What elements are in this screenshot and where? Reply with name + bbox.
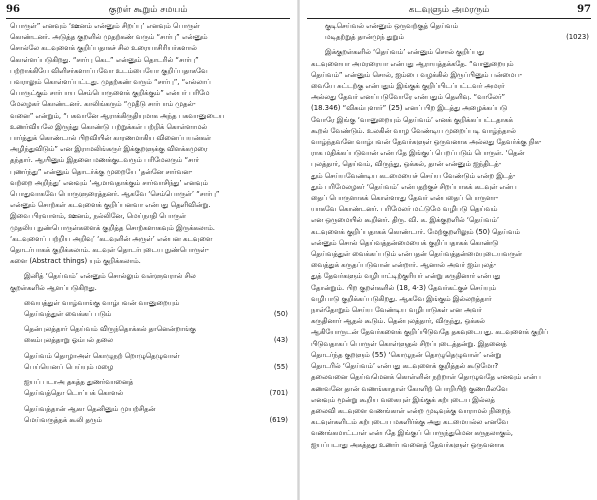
text-line: பொதுவாகவே பொருளுரைத்தனர். ஆகவே ‘செம்பொருள்’ “சார்பு”	[10, 190, 220, 199]
text-line: வழிபாடு குறிக்கப்படுகிறது. ஆகவே இங்கும் இல்லறத்தார்	[311, 294, 492, 303]
text-line: தொடர்பாகக் குறிக்கலாம். கடவுள் தொடர்புடைய நுண்பொருள்-	[10, 246, 209, 255]
text-line: தொடரில் ‘தெய்வம்’ என்பது கடவுளைக் குறித்தல் கூடுமோ?	[311, 362, 499, 371]
text-line: துத் தேவர்களும் வழிபாட்டிற்குரியர் என்று கருதினார் என்பது	[311, 272, 501, 281]
left-page-body	[0, 21, 296, 426]
couplet-line: தென்புலத்தார் தெய்வம் விருந்தொக்கல் தானென்றாங்கு	[24, 325, 196, 334]
text-line: கடவுளைக் குறிப்பதாகக் கொண்டார். மேற்குறளிலும் (50) தெய்வம்	[311, 227, 520, 236]
text-line: பொருள்” எனவும் ‘ஊனம் என்னும் சிறப்பு’ எனவும் பொருள்	[10, 22, 200, 30]
text-line: கணவனே தான் வணங்காதாள் கோளிற் பொறியிற் குணமிலவே	[311, 384, 508, 393]
right-page-body	[301, 21, 597, 451]
couplet-line: குடிசெய்வல் என்னும் ஒருவற்குத் தெய்வம்	[325, 22, 459, 30]
left-paragraph-2	[10, 271, 288, 293]
text-line: கொள்ளப்படுகிறது. “சார்பு கெட” என்னும் தொடரில் “சார்பு”	[10, 55, 199, 64]
couplet	[311, 21, 589, 43]
text-line: இனித் ‘தெய்வம்’ என்னும் சொல்லும் வள்ளுவரால் சில	[24, 272, 196, 281]
text-line: இவை பிரவாளம், ஊனம், நல்லினே, மெய்நாதி பொருள்	[10, 212, 186, 221]
text-line: மேலழகர் கொண்டனர். காலிங்கரும் “முதீடு சார்பாம் முதல்-	[10, 100, 196, 109]
couplet-reference: (619)	[269, 415, 288, 424]
couplet	[24, 377, 288, 399]
right-page	[301, 0, 597, 500]
couplet-line: தெய்வத்தொ டொப்பக் கொளல்	[24, 389, 124, 398]
text-line: என்னும் சொற்கள் கடவுளைக் குறிப்பனவா என்பது தெளிவின்று.	[10, 201, 211, 210]
text-line: வனை” என்றும், “பகவானே ஆராக்கிருதியுமாக அந்த பகவானுடைய	[10, 111, 225, 120]
couplet	[24, 404, 288, 426]
text-line: கூறல் வேண்டும். உலகின் வாழ வேண்டிய முறைப்படி வாழ்ந்தால்	[311, 126, 516, 135]
text-line: களை (Abstract things) யும் குறிக்கலாம்.	[10, 257, 141, 266]
text-line: பார்த்துக் கொண்டால் பிறவியின் காரணமாகிய வினைப்பயன்கள்	[10, 134, 212, 143]
text-line: வைத்துக் கருதப்படுவான் என்றார். ஆனால் அவர் ஐம்புலத்-	[311, 261, 497, 270]
text-line: நாள்தோறும் செய்ய வேண்டிய வழிபாடுகள் என அவர்	[311, 306, 482, 315]
text-line: கடவுளையா அமரரையா என்பது ஆராயத்தக்கதே. “வானுறையும்	[311, 59, 514, 68]
text-line: ராக மதிக்கப்படுவான் என்பதே இங்குப் பெறப்படும் பொருள். ‘தென்	[311, 149, 525, 158]
text-line: தலைவி கடவுளை வணங்காள் என்ற முடிவுக்கு வாராமல் நிறைந்	[311, 406, 511, 415]
text-line: கடவுள்களிடம் கற்புடைய மகளிர்க்கு அது கடமையல்ல எனவே	[311, 418, 508, 427]
text-line: குறள்களில் ஆளப்படுகிறது.	[10, 283, 97, 292]
text-line: இக்குறள்களில் ‘தெய்வம்’ என்னும் சொல் குறிப்பது	[325, 48, 485, 57]
text-line: வையே சுட்டற்கு என்பதும் இங்குக் குறிப்பிடப்பட்டவர் அமரர்	[311, 82, 505, 91]
couplet-reference: (43)	[273, 336, 288, 345]
text-line: அழிந்துவிடும்” என இராமலிங்கருர் இக்குறளுக்கு விளக்கமுரை	[10, 145, 208, 154]
text-line: எனவும் மூன்று கூறிய வகையுள் இங்குக் கற்புடைய இல்லத்	[311, 395, 495, 404]
text-line: தெய்வத்துள் வைக்கப்படும் என்பதன் தெய்வத்தன்மையுடையவருள்	[311, 250, 522, 259]
right-running-title: கடவுளும் அமரரும்	[408, 5, 490, 15]
text-line: புணர்ந்து” என்னும் தொடர்க்கு முறையே ‘தன்னே சார்வன-	[10, 167, 193, 176]
text-line: தைப் பொருளாகக் கொள்ளாது தேவர் என்பதைப் பொருளா-	[311, 194, 499, 203]
left-page	[0, 0, 296, 500]
text-line: வணங்கமாட்டாள் என்பதே இங்குப் பொருந்துமென கருதலாகும்,	[311, 429, 513, 438]
text-line: புலத்தார், தெய்வம், விருந்து, ஒக்கல், தான் என்னும் ஐந்திடத்-	[311, 160, 502, 169]
text-line: என ஒருமையில் கூறினர். திரு. வி. க. இக்குறளில் ‘தெய்வம்’	[311, 216, 500, 225]
couplet-reference: (1023)	[566, 33, 589, 41]
couplet-line: கைம்புலத்தாறு ஓம்பல் தலை	[24, 336, 113, 345]
left-header-rule	[6, 18, 290, 19]
right-page-header	[307, 2, 591, 18]
couplet	[24, 298, 288, 320]
right-header-rule	[307, 18, 591, 19]
text-line: வற்றை அறிந்து’ எனவும் ‘ஆமாவதாக்கும் சார்வாசிந்து’ எனவும்	[10, 178, 208, 187]
couplet-reference: (55)	[273, 362, 288, 371]
text-line: (18.346) “விசும்புளார்” (25) எனப் பிற இடத்து அழைக்கப்படு	[311, 104, 508, 113]
left-running-title: குறள் கூறும் சமயம்	[108, 5, 188, 15]
text-line: யாகவே கொண்டனர். பரிமேலர் மட்டுமே வழிபடு தெய்வம்	[311, 205, 498, 214]
couplet-line: வையத்துள் வாழ்வாங்கு வாழ்பவன் வானுறையும்	[24, 298, 180, 307]
text-line: தெய்வம்” என்னும் சொல், ஐம்பை வழக்கில் இருப்பினும் பன்மைப-	[311, 70, 523, 79]
couplet-line: மடிதற்றுத் தான்முந் துறும்	[325, 33, 404, 42]
text-line: சொல்லே கடவுளைக் குறிப்பதாகச் சில உரையாசிரியர்களால்	[10, 44, 197, 53]
text-line: தோன்றும். பிற குறள்களில் (18, 4·3) தேவர்கட்குச் செய்யும்	[311, 283, 497, 292]
text-line: ‘கடவுளைப் பற்றிய அறிவு’ ‘கடவுளின் அருள்’ என்பன கடவுளை	[10, 234, 213, 243]
couplet	[24, 351, 288, 373]
couplet-reference: (50)	[273, 309, 288, 318]
left-page-number: 96	[6, 4, 20, 15]
couplet	[24, 324, 288, 346]
text-line: தும் பரிமேலழகர் ‘தெய்வம்’ என்பதற்குச் சிறப்பாகக் கடவுள் என்ப	[311, 182, 517, 191]
text-line: தலைவனை தெய்வமெனக் கொள்ளின் நற்றாள் தொழுவதே எனவும் என்ப	[311, 373, 541, 382]
text-line: தொடர்ந்த குறளும் (55) ‘கொழுநன் தொழுதெழுவாள்’ என்று	[311, 350, 502, 359]
text-line: பிடுவதாகப் பொருள் கொள்ளுதல் சிறப்புடைத்தன்று. இதனைத்	[311, 339, 507, 348]
text-line: உணர்வியலே இருந்து கொண்டு பற்றுக்கள் பற்றிக் கொள்ளாமல்	[10, 122, 208, 131]
text-line: என்னும் சொல் தெய்வத்தன்மையைக் குறிப்பதாகக் கொண்டு	[311, 238, 499, 247]
couplet-line: தெய்வத்தான் ஆகா தெனினும் முயற்சிதன்	[24, 404, 156, 413]
text-line: அல்லது தேவர் எனப்படுவோரே என்பதும் தெளிவு. “வாலேர்”	[311, 93, 506, 102]
couplet-line: தெய்வத்துள் வைக்கப் படும்	[24, 310, 112, 319]
text-line: பொருட்கும் சார்பாய செம்பொருளைக் குறிக்கும்” என்பர் பரிமே	[10, 89, 210, 98]
text-line: தும் செய்யவேண்டிய கடமையைச் செய்ய வேண்டும் என்ற இடத்-	[311, 171, 516, 180]
text-line: ஆகியோருடன் தேவர்களைக் குறிப்பிடுவதே தகவுடையது. கடவுளைக் குறிப்	[311, 328, 549, 337]
text-line: முதலிய நுண்பொருள்களைக் குறித்த சொற்களாகவும் இருக்கலாம்.	[10, 223, 215, 232]
book-gutter	[297, 0, 300, 500]
text-line: வாழ்ந்தவனே வாழ்பவன் தேவர்களுள் ஒருவனாக அல்லது தேவர்க்கு நிக-	[311, 138, 542, 147]
text-line: கொண்டனர். அடுத்த குறளில் முதற்கண் வரும் “சார்பு” என்னும்	[10, 33, 208, 42]
right-page-number: 97	[577, 4, 591, 15]
text-line: ஐயப்படாது அகத்தது உணர்பவனைத் தேவர்களுள் ஒருவனாக	[311, 440, 505, 449]
text-line: பற்றாக்கியே விளிசர்களாப்பவோ உடம்பையோ குறிப்பதாகவே	[10, 66, 208, 75]
text-line: கருதினார் ஆதல் கூடும். தென்புலத்தார், விருந்து, ஒக்கல்	[311, 317, 485, 326]
text-line: வோரே இங்கு ‘வானுறையும் தெய்வம்’ எனக் குறிக்கப்பட்டதாகக்	[311, 115, 513, 124]
text-line: தந்தார். ஆயினும் இதனை மணக்குடவரும் பரிமேலரும் “சார்	[10, 156, 200, 165]
couplet-reference: (701)	[269, 389, 288, 398]
couplet-line: மெய்வருத்தக் கூலி தரும்	[24, 415, 102, 424]
couplet-line: தெய்வம் தொழாஅள் கொழுநற் றொழுதெழுவாள்	[24, 351, 180, 360]
couplet-list	[10, 298, 288, 426]
left-page-header	[6, 2, 290, 18]
couplet-line: ஐயப் படாஅ தகத்த துணர்வானைத்	[24, 378, 134, 387]
text-line: பவராலும் கொள்ளப்பட்டது. முதற்கண் வரும் “சார்பு”, “எல்லாப்	[10, 78, 211, 87]
right-paragraph	[311, 47, 589, 450]
left-paragraph-1	[10, 21, 288, 267]
couplet-line: பெய்யெனப் பெய்யும் மழை	[24, 362, 114, 371]
